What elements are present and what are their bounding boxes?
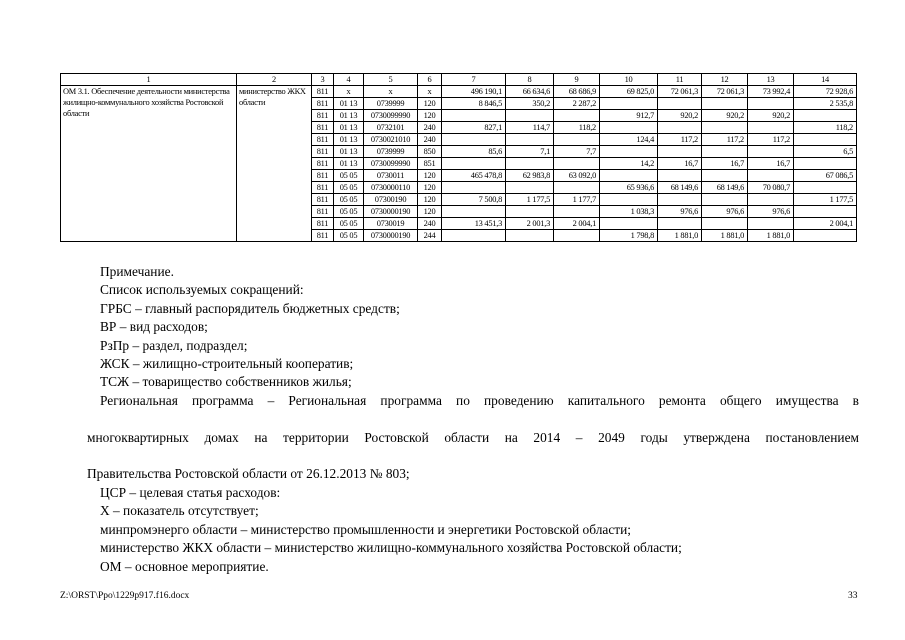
abbr-om: ОМ – основное мероприятие.	[100, 558, 269, 574]
table-cell	[658, 122, 702, 134]
table-cell	[658, 218, 702, 230]
table-cell: 01 13	[334, 98, 364, 110]
table-cell	[748, 170, 794, 182]
table-cell	[600, 98, 658, 110]
table-cell: 1 881,0	[702, 230, 748, 242]
notes-section	[87, 263, 859, 576]
table-cell	[506, 230, 554, 242]
table-cell: 05 05	[334, 218, 364, 230]
abbr-tszh: ТСЖ – товарищество собственников жилья;	[100, 374, 352, 390]
table-cell: 85,6	[442, 146, 506, 158]
table-cell: 114,7	[506, 122, 554, 134]
table-cell: 01 13	[334, 110, 364, 122]
table-cell: 811	[312, 86, 334, 98]
table-cell	[600, 170, 658, 182]
table-cell: 01 13	[334, 134, 364, 146]
table-cell: 07300190	[364, 194, 418, 206]
table-cell: 0730000190	[364, 206, 418, 218]
table-cell	[442, 158, 506, 170]
header-cell: 3	[312, 74, 334, 86]
table-cell: 72 061,3	[702, 86, 748, 98]
table-cell	[442, 182, 506, 194]
table-cell: 118,2	[554, 122, 600, 134]
table-cell: 920,2	[702, 110, 748, 122]
table-cell: 01 13	[334, 122, 364, 134]
table-cell: 2 004,1	[554, 218, 600, 230]
table-cell: 7,7	[554, 146, 600, 158]
table-cell	[702, 98, 748, 110]
page-number: 33	[848, 591, 858, 601]
table-cell	[658, 146, 702, 158]
table-cell: 976,6	[748, 206, 794, 218]
table-cell: 14,2	[600, 158, 658, 170]
table-cell: 118,2	[794, 122, 857, 134]
table-cell: 0739999	[364, 146, 418, 158]
table-cell	[702, 122, 748, 134]
table-cell: 68 686,9	[554, 86, 600, 98]
table-cell: 920,2	[748, 110, 794, 122]
table-cell: 68 149,6	[658, 182, 702, 194]
table-cell: 920,2	[658, 110, 702, 122]
table-cell: 0732101	[364, 122, 418, 134]
table-cell: 120	[418, 206, 442, 218]
table-cell: 7,1	[506, 146, 554, 158]
table-cell: 70 080,7	[748, 182, 794, 194]
abbr-regional-line2: многоквартирных домах на территории Ростовской области на 2014 – 2049 годы утверждена постановлением	[87, 429, 859, 445]
header-cell: 6	[418, 74, 442, 86]
table-cell	[506, 158, 554, 170]
abbr-minzhkh: министерство ЖКХ области – министерство жилищно-коммунального хозяйства Ростовской области;	[100, 540, 682, 556]
table-cell	[506, 182, 554, 194]
notes-title: Примечание.	[100, 264, 174, 279]
table-cell: 827,1	[442, 122, 506, 134]
table-cell	[748, 194, 794, 206]
table-cell: 05 05	[334, 170, 364, 182]
header-cell: 14	[794, 74, 857, 86]
table-cell: 117,2	[702, 134, 748, 146]
table-cell	[506, 134, 554, 146]
table-cell: 13 451,3	[442, 218, 506, 230]
responsible-agency: министерство ЖКХ области	[237, 86, 312, 242]
table-cell	[794, 206, 857, 218]
table-cell	[554, 206, 600, 218]
table-cell: 2 004,1	[794, 218, 857, 230]
table-cell: 1 881,0	[658, 230, 702, 242]
table-cell: 16,7	[658, 158, 702, 170]
table-cell: 0730011	[364, 170, 418, 182]
table-cell	[600, 122, 658, 134]
table-cell: 2 287,2	[554, 98, 600, 110]
table-cell: 69 825,0	[600, 86, 658, 98]
expenditure-table	[60, 73, 857, 242]
table-cell	[506, 206, 554, 218]
header-cell: 8	[506, 74, 554, 86]
table-cell: 240	[418, 134, 442, 146]
abbr-x: Х – показатель отсутствует;	[100, 503, 259, 519]
table-cell: 120	[418, 110, 442, 122]
footer-file-path: Z:\ORST\Ppo\1229p917.f16.docx	[60, 591, 190, 601]
table-cell: 811	[312, 218, 334, 230]
table-cell: 2 001,3	[506, 218, 554, 230]
table-cell: x	[334, 86, 364, 98]
table-cell: 0730000110	[364, 182, 418, 194]
table-cell	[794, 230, 857, 242]
table-cell	[506, 110, 554, 122]
table-cell: 01 13	[334, 146, 364, 158]
table-cell: 811	[312, 206, 334, 218]
header-cell: 2	[237, 74, 312, 86]
table-cell: 1 177,5	[794, 194, 857, 206]
table-cell	[794, 134, 857, 146]
table-cell: 811	[312, 122, 334, 134]
table-cell	[600, 194, 658, 206]
table-cell: 7 500,8	[442, 194, 506, 206]
table-cell	[794, 158, 857, 170]
table-cell	[554, 182, 600, 194]
table-cell	[702, 194, 748, 206]
table-cell: 05 05	[334, 182, 364, 194]
table-cell: 240	[418, 218, 442, 230]
table-cell	[702, 170, 748, 182]
header-cell: 12	[702, 74, 748, 86]
table-cell: 811	[312, 194, 334, 206]
table-cell: 05 05	[334, 230, 364, 242]
abbr-minpromenergo: минпромэнерго области – министерство промышленности и энергетики Ростовской области;	[100, 521, 632, 537]
header-cell: 7	[442, 74, 506, 86]
table-cell: 73 992,4	[748, 86, 794, 98]
table-cell: 811	[312, 230, 334, 242]
abbr-grbs: ГРБС – главный распорядитель бюджетных средств;	[100, 300, 400, 316]
table-cell: 0730021010	[364, 134, 418, 146]
table-cell	[702, 146, 748, 158]
table-cell	[748, 146, 794, 158]
table-cell: 117,2	[748, 134, 794, 146]
table-cell: 2 535,8	[794, 98, 857, 110]
table-cell	[748, 218, 794, 230]
table-cell	[794, 110, 857, 122]
abbr-zhsk: ЖСК – жилищно-строительный кооператив;	[100, 356, 354, 372]
header-cell: 13	[748, 74, 794, 86]
table-cell: 120	[418, 182, 442, 194]
table-cell: 851	[418, 158, 442, 170]
table-cell: 811	[312, 170, 334, 182]
table-cell	[748, 122, 794, 134]
table-cell: 350,2	[506, 98, 554, 110]
table-cell: 124,4	[600, 134, 658, 146]
table-cell	[442, 134, 506, 146]
table-cell: 811	[312, 158, 334, 170]
table-cell: 117,2	[658, 134, 702, 146]
table-cell: 16,7	[748, 158, 794, 170]
table-cell: 120	[418, 98, 442, 110]
header-cell: 10	[600, 74, 658, 86]
table-cell	[748, 98, 794, 110]
table-cell	[554, 230, 600, 242]
table-cell: 63 092,0	[554, 170, 600, 182]
table-cell: 05 05	[334, 194, 364, 206]
abbr-csr: ЦСР – целевая статья расходов:	[100, 484, 281, 500]
table-cell	[442, 230, 506, 242]
table-cell: 1 798,8	[600, 230, 658, 242]
abbreviations-title: Список используемых сокращений:	[100, 282, 304, 298]
abbr-regional-line1: Региональная программа – Региональная программа по проведению капитального ремонта общего имущества в	[100, 392, 859, 408]
table-cell: 68 149,6	[702, 182, 748, 194]
table-cell: 811	[312, 182, 334, 194]
table-cell: 240	[418, 122, 442, 134]
header-cell: 4	[334, 74, 364, 86]
table-cell: 01 13	[334, 158, 364, 170]
table-cell	[442, 110, 506, 122]
table-cell: 976,6	[702, 206, 748, 218]
table-cell: 16,7	[702, 158, 748, 170]
table-cell: 8 846,5	[442, 98, 506, 110]
table-cell	[658, 98, 702, 110]
table-cell: 465 478,8	[442, 170, 506, 182]
table-cell: 811	[312, 98, 334, 110]
table-cell: 0730000190	[364, 230, 418, 242]
table-cell	[794, 182, 857, 194]
table-cell: 72 061,3	[658, 86, 702, 98]
table-cell: 0730019	[364, 218, 418, 230]
table-cell: 1 038,3	[600, 206, 658, 218]
table-cell: 72 928,6	[794, 86, 857, 98]
table-cell: 0730099990	[364, 110, 418, 122]
table-cell: 66 634,6	[506, 86, 554, 98]
table-cell	[702, 218, 748, 230]
activity-label: ОМ 3.1. Обеспечение деятельности министерства жилищно-коммунального хозяйства Ростовской области	[61, 86, 237, 242]
table-row	[61, 86, 857, 98]
table-cell: 811	[312, 146, 334, 158]
table-cell: 811	[312, 110, 334, 122]
table-cell	[658, 170, 702, 182]
table-cell: 0730099990	[364, 158, 418, 170]
table-cell: 0739999	[364, 98, 418, 110]
table-cell: 496 190,1	[442, 86, 506, 98]
table-cell	[600, 218, 658, 230]
abbr-rzpr: РзПр – раздел, подраздел;	[100, 337, 248, 353]
table-cell: 1 177,7	[554, 194, 600, 206]
table-cell: x	[418, 86, 442, 98]
table-cell: 1 177,5	[506, 194, 554, 206]
table-cell	[600, 146, 658, 158]
table-cell: 6,5	[794, 146, 857, 158]
table-header-row	[61, 74, 857, 86]
header-cell: 11	[658, 74, 702, 86]
abbr-vr: ВР – вид расходов;	[100, 319, 208, 335]
table-cell	[554, 110, 600, 122]
table-cell: 1 881,0	[748, 230, 794, 242]
header-cell: 1	[61, 74, 237, 86]
table-cell: 811	[312, 134, 334, 146]
header-cell: 9	[554, 74, 600, 86]
table-cell: 244	[418, 230, 442, 242]
table-cell: 850	[418, 146, 442, 158]
table-cell	[442, 206, 506, 218]
table-cell: 120	[418, 170, 442, 182]
table-cell	[658, 194, 702, 206]
table-cell: 912,7	[600, 110, 658, 122]
table-cell: 65 936,6	[600, 182, 658, 194]
table-cell	[554, 158, 600, 170]
table-cell	[554, 134, 600, 146]
table-cell: 976,6	[658, 206, 702, 218]
table-cell: 67 086,5	[794, 170, 857, 182]
table-cell: 05 05	[334, 206, 364, 218]
header-cell: 5	[364, 74, 418, 86]
abbr-regional-line3: Правительства Ростовской области от 26.12.2013 № 803;	[87, 466, 410, 482]
table-cell: 62 983,8	[506, 170, 554, 182]
table-cell: x	[364, 86, 418, 98]
table-cell: 120	[418, 194, 442, 206]
